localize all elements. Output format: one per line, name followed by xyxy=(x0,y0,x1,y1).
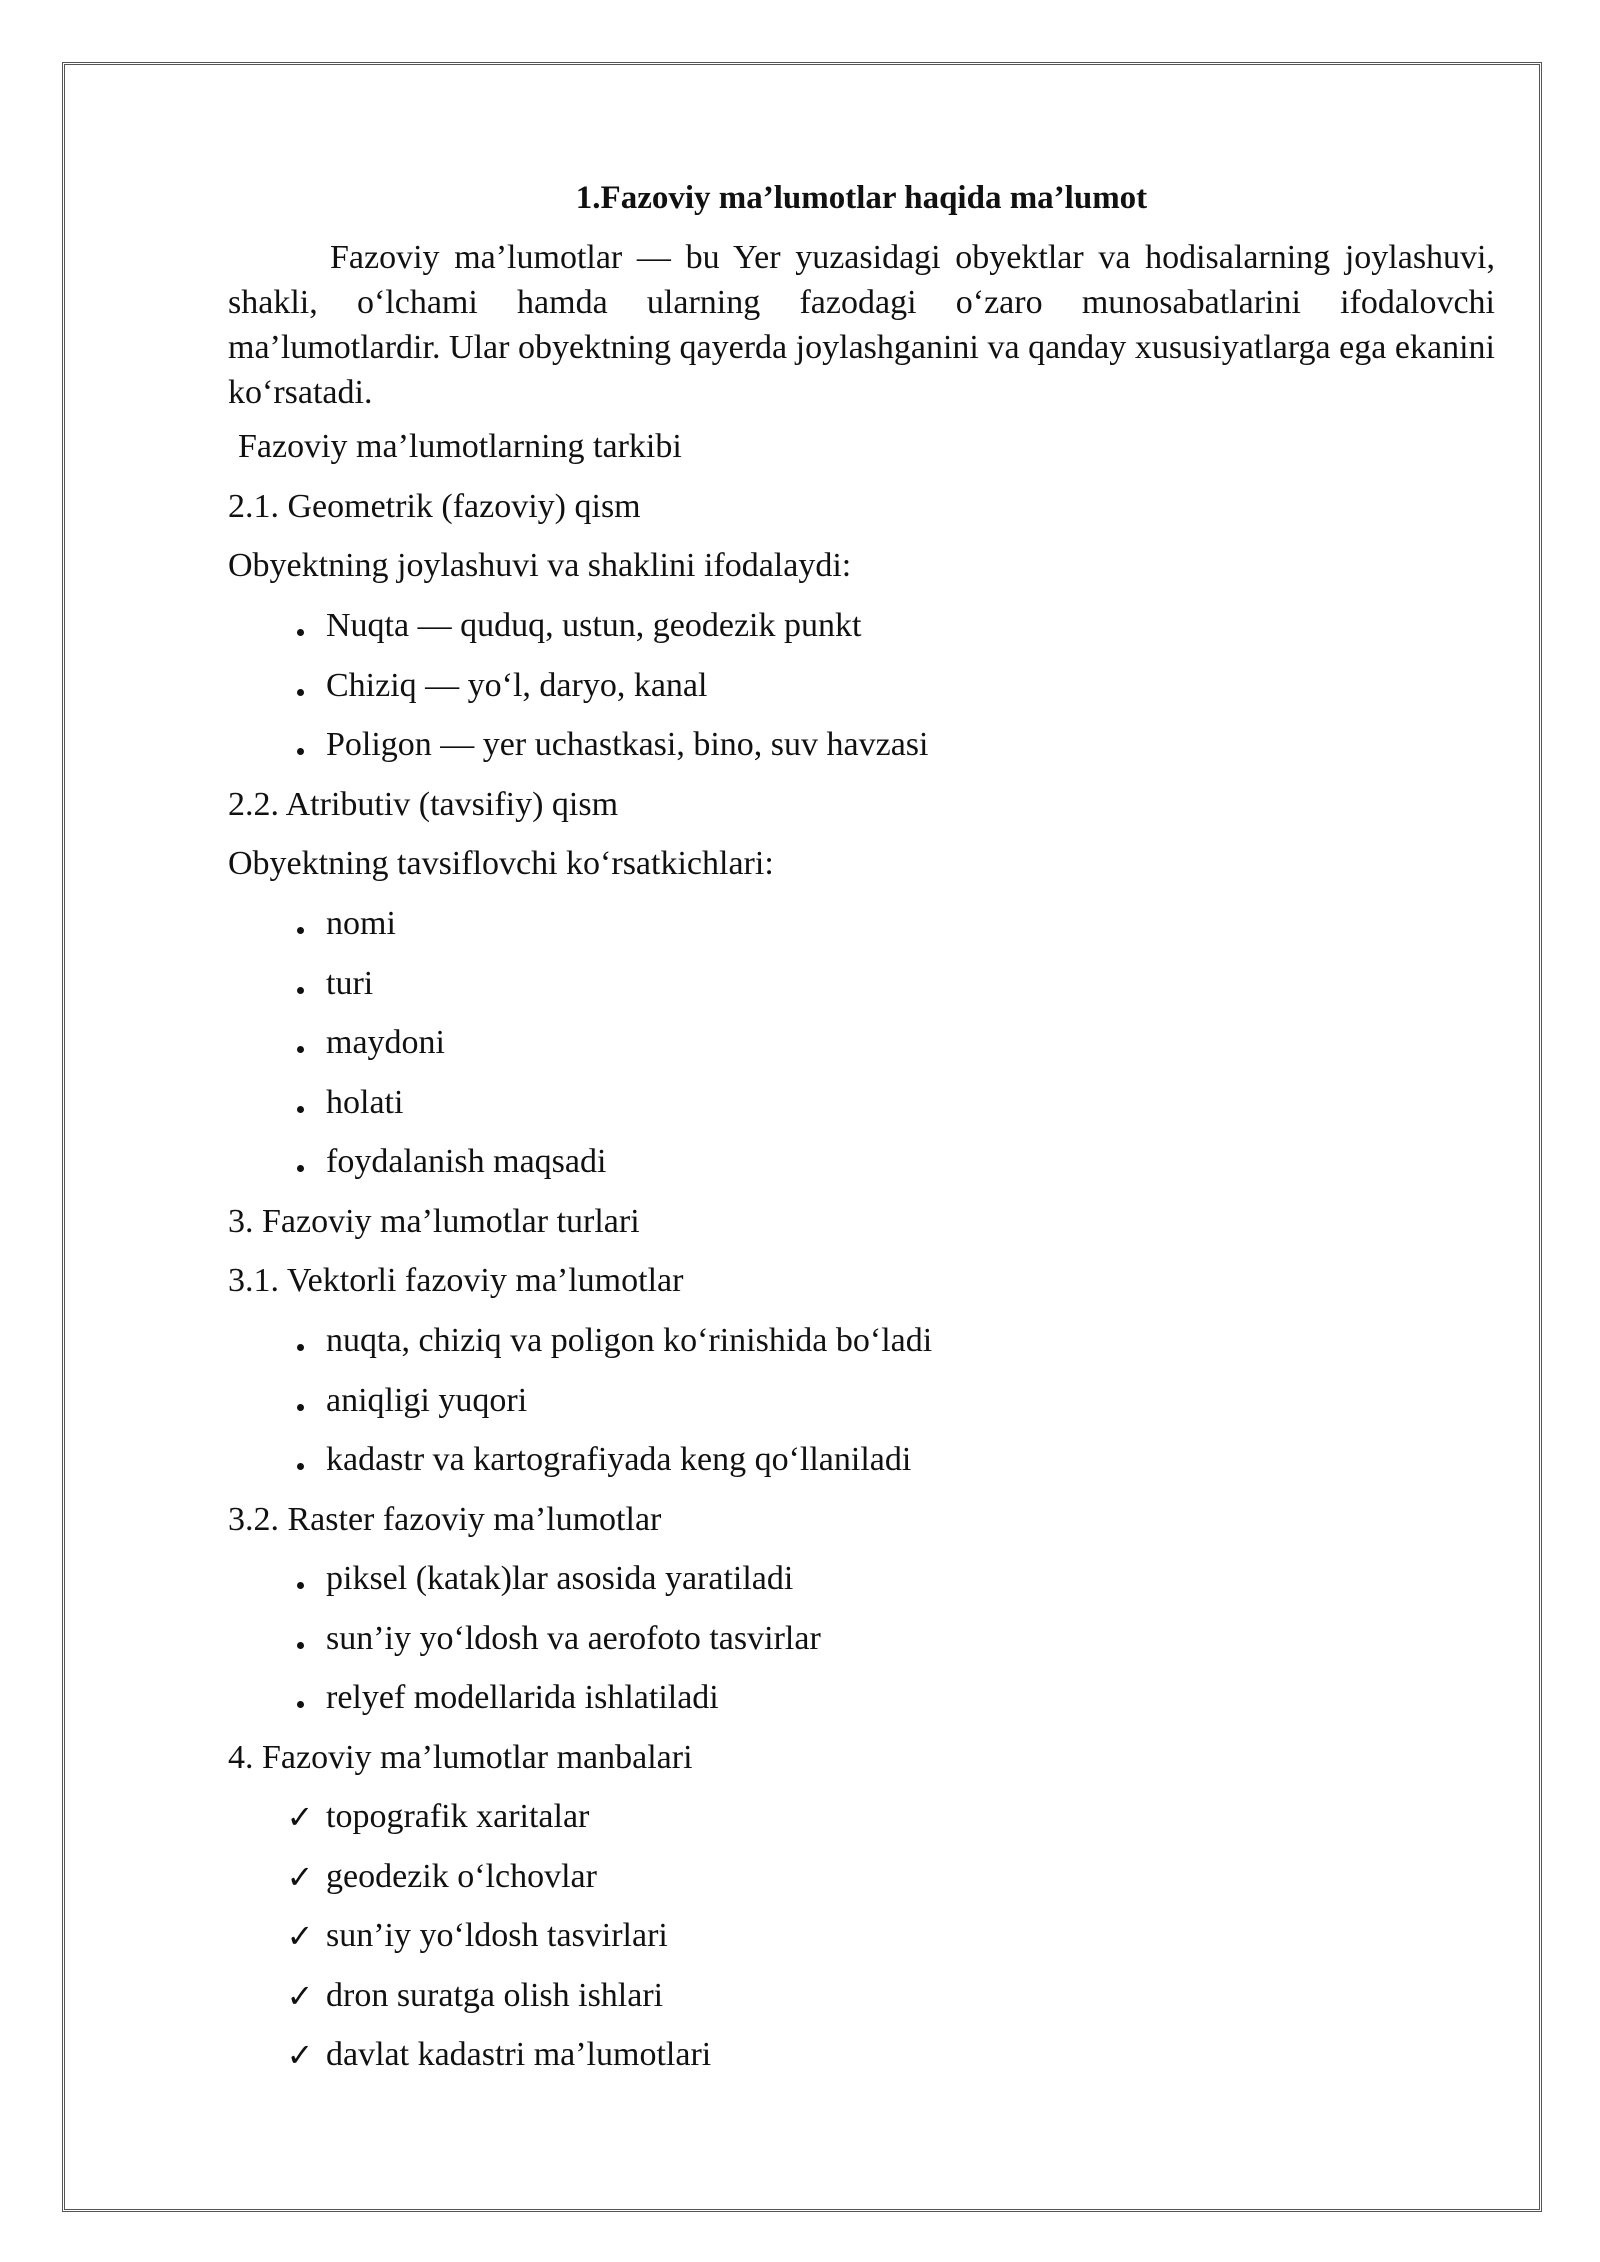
bullet-dot-icon xyxy=(280,1379,320,1423)
list-item-text: kadastr va kartografiyada keng qo‘llaniladi xyxy=(326,1441,912,1478)
list-item-text: relyef modellarida ishlatiladi xyxy=(326,1679,719,1716)
list-item-text: Chiziq — yo‘l, daryo, kanal xyxy=(326,667,708,704)
list-item-text: aniqligi yuqori xyxy=(326,1382,528,1419)
bullet-dot-icon xyxy=(280,902,320,946)
list-item-text: nuqta, chiziq va poligon ko‘rinishida bo‘ladi xyxy=(326,1322,933,1359)
bullet-dot-icon xyxy=(280,1140,320,1184)
raster-heading: 3.2. Raster fazoviy ma’lumotlar xyxy=(228,1501,662,1538)
bullet-dot-icon xyxy=(280,1617,320,1661)
list-item-text: sun’iy yo‘ldosh tasvirlari xyxy=(326,1917,668,1954)
vector-heading: 3.1. Vektorli fazoviy ma’lumotlar xyxy=(228,1262,684,1299)
checkmark-icon: ✓ xyxy=(286,1917,314,1955)
attributive-lead: Obyektning tavsiflovchi ko‘rsatkichlari: xyxy=(228,845,774,882)
bullet-dot-icon xyxy=(280,1021,320,1065)
geometric-heading: 2.1. Geometrik (fazoviy) qism xyxy=(228,488,641,525)
intro-paragraph: Fazoviy ma’lumotlar — bu Yer yuzasidagi obyektlar va hodisalarning joylashuvi, shakli, o‘lchami hamda ularning fazodagi o‘zaro munosabatlarini ifodalovchi ma’lumotlardir. Ular obyektning qayerda joylashganini va qanday xususiyatlarga ega ekanini ko‘rsatadi. xyxy=(228,239,1495,411)
list-item-text: topografik xaritalar xyxy=(326,1798,590,1835)
bullet-dot-icon xyxy=(280,962,320,1006)
list-item-text: Nuqta — quduq, ustun, geodezik punkt xyxy=(326,607,862,644)
sources-heading: 4. Fazoviy ma’lumotlar manbalari xyxy=(228,1739,693,1776)
checkmark-icon: ✓ xyxy=(286,2036,314,2074)
checkmark-icon: ✓ xyxy=(286,1798,314,1836)
document-title: 1.Fazoviy ma’lumotlar haqida ma’lumot xyxy=(575,180,1148,216)
list-item-text: turi xyxy=(326,965,374,1002)
list-item-text: piksel (katak)lar asosida yaratiladi xyxy=(326,1560,794,1597)
list-item-text: sun’iy yo‘ldosh va aerofoto tasvirlar xyxy=(326,1620,821,1657)
list-item-text: geodezik o‘lchovlar xyxy=(326,1858,597,1895)
checkmark-icon: ✓ xyxy=(286,1858,314,1896)
types-heading: 3. Fazoviy ma’lumotlar turlari xyxy=(228,1203,640,1240)
list-item-text: Poligon — yer uchastkasi, bino, suv havzasi xyxy=(326,726,929,763)
attributive-heading: 2.2. Atributiv (tavsifiy) qism xyxy=(228,786,619,823)
list-item-text: davlat kadastri ma’lumotlari xyxy=(326,2036,712,2073)
bullet-dot-icon xyxy=(280,1081,320,1125)
checkmark-icon: ✓ xyxy=(286,1977,314,2015)
bullet-dot-icon xyxy=(280,1676,320,1720)
list-item-text: foydalanish maqsadi xyxy=(326,1143,607,1180)
bullet-dot-icon xyxy=(280,1438,320,1482)
bullet-dot-icon xyxy=(280,604,320,648)
bullet-dot-icon xyxy=(280,1319,320,1363)
bullet-dot-icon xyxy=(280,723,320,767)
composition-heading: Fazoviy ma’lumotlarning tarkibi xyxy=(238,428,682,465)
bullet-dot-icon xyxy=(280,1557,320,1601)
list-item-text: maydoni xyxy=(326,1024,445,1061)
list-item-text: nomi xyxy=(326,905,396,942)
bullet-dot-icon xyxy=(280,664,320,708)
geometric-lead: Obyektning joylashuvi va shaklini ifodalaydi: xyxy=(228,547,852,584)
list-item-text: dron suratga olish ishlari xyxy=(326,1977,664,2014)
list-item-text: holati xyxy=(326,1084,404,1121)
